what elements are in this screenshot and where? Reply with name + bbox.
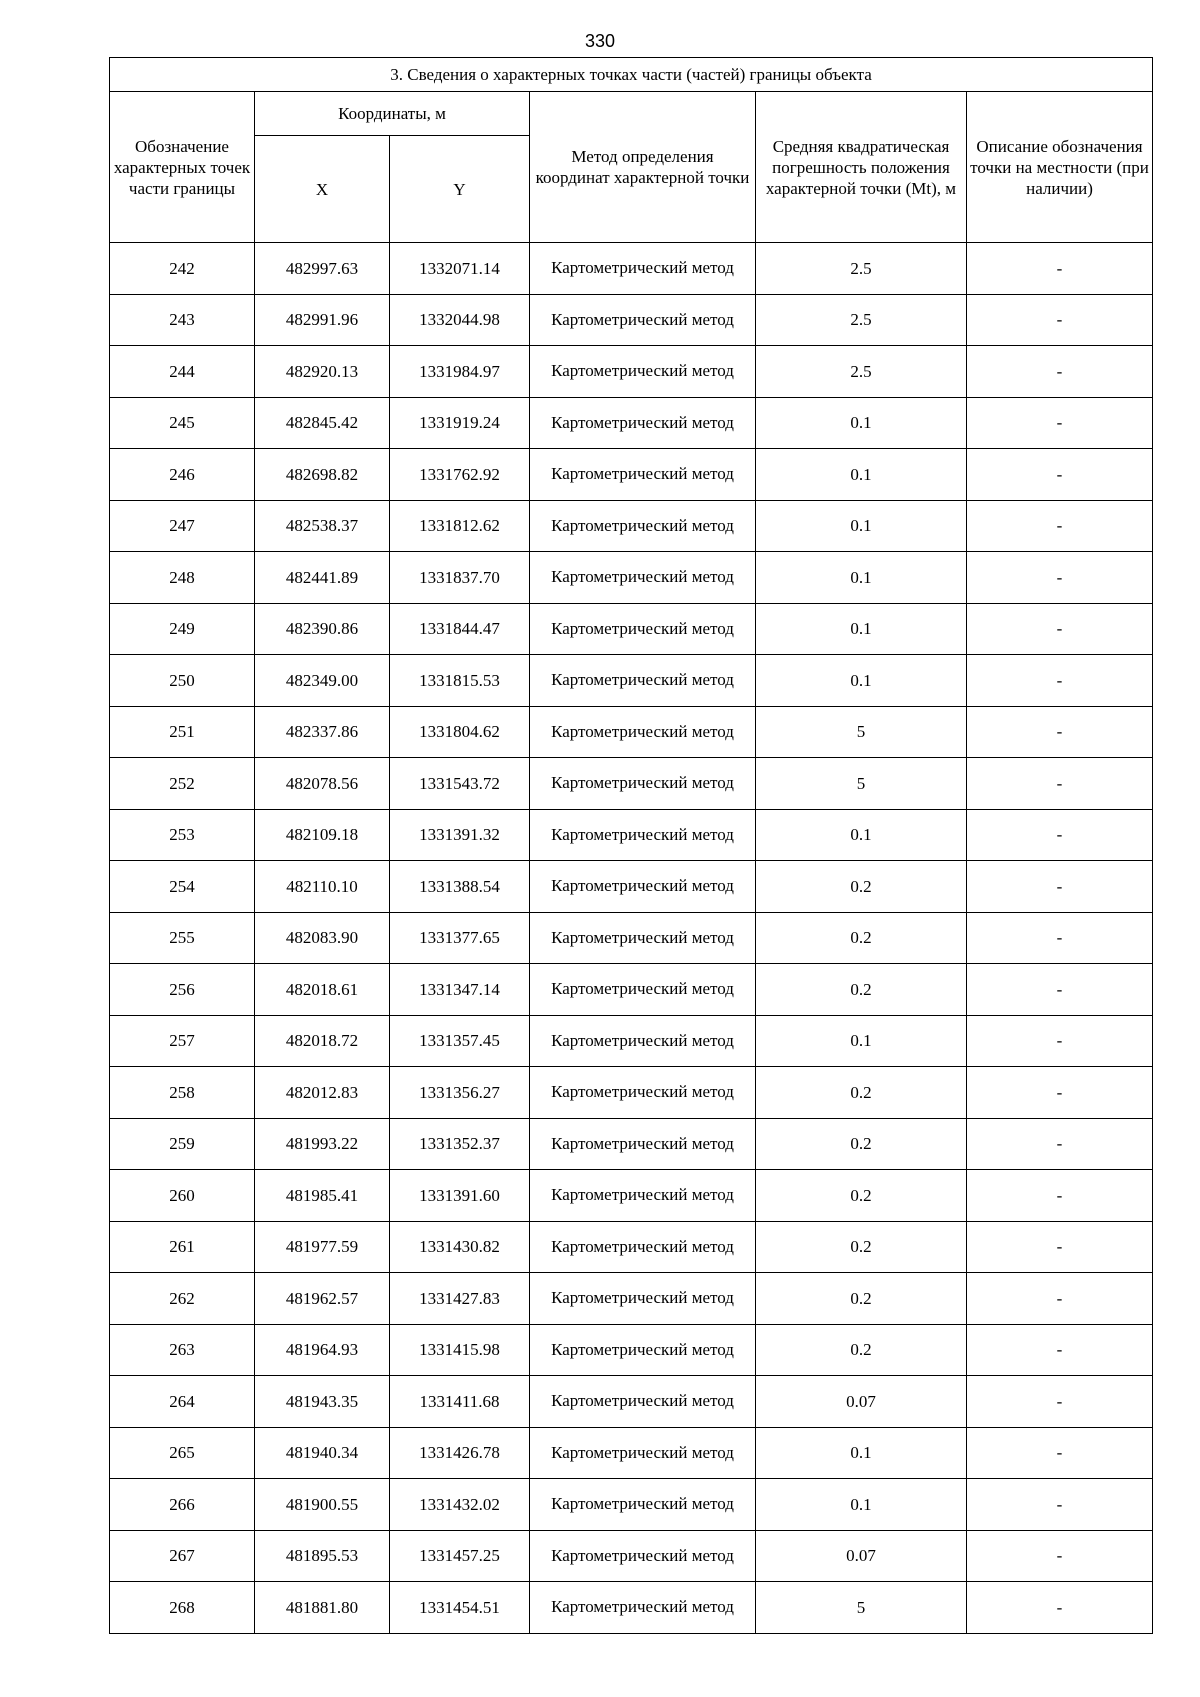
cell-point: 268 (110, 1582, 255, 1634)
cell-point: 255 (110, 912, 255, 964)
cell-description: - (967, 449, 1153, 501)
cell-y: 1331837.70 (390, 552, 530, 604)
table-row (110, 449, 1153, 501)
cell-method: Картометрический метод (530, 706, 756, 758)
cell-y: 1331391.32 (390, 809, 530, 861)
cell-error: 0.2 (756, 1170, 967, 1222)
cell-point: 265 (110, 1427, 255, 1479)
cell-y: 1331388.54 (390, 861, 530, 913)
cell-method: Картометрический метод (530, 809, 756, 861)
header-error: Средняя квадратическая погрешность положения характерной точки (Mt), м (756, 92, 967, 243)
cell-description: - (967, 397, 1153, 449)
cell-method: Картометрический метод (530, 294, 756, 346)
cell-point: 246 (110, 449, 255, 501)
cell-y: 1331347.14 (390, 964, 530, 1016)
table-row (110, 1170, 1153, 1222)
cell-x: 482920.13 (255, 346, 390, 398)
cell-error: 0.2 (756, 912, 967, 964)
table-row (110, 243, 1153, 295)
cell-point: 264 (110, 1376, 255, 1428)
cell-x: 482337.86 (255, 706, 390, 758)
cell-method: Картометрический метод (530, 1427, 756, 1479)
table-row (110, 1067, 1153, 1119)
cell-point: 260 (110, 1170, 255, 1222)
cell-description: - (967, 1273, 1153, 1325)
cell-error: 5 (756, 706, 967, 758)
cell-error: 0.2 (756, 1273, 967, 1325)
cell-y: 1331815.53 (390, 655, 530, 707)
cell-x: 482698.82 (255, 449, 390, 501)
cell-x: 482018.72 (255, 1015, 390, 1067)
table-row (110, 1530, 1153, 1582)
cell-error: 0.1 (756, 500, 967, 552)
table-row (110, 500, 1153, 552)
cell-error: 0.2 (756, 861, 967, 913)
cell-y: 1331391.60 (390, 1170, 530, 1222)
cell-point: 266 (110, 1479, 255, 1531)
cell-point: 249 (110, 603, 255, 655)
cell-description: - (967, 552, 1153, 604)
cell-description: - (967, 243, 1153, 295)
cell-error: 0.2 (756, 1221, 967, 1273)
cell-description: - (967, 346, 1153, 398)
cell-y: 1331804.62 (390, 706, 530, 758)
cell-point: 259 (110, 1118, 255, 1170)
cell-description: - (967, 1376, 1153, 1428)
cell-x: 482538.37 (255, 500, 390, 552)
cell-x: 482109.18 (255, 809, 390, 861)
cell-method: Картометрический метод (530, 964, 756, 1016)
cell-method: Картометрический метод (530, 397, 756, 449)
cell-method: Картометрический метод (530, 1530, 756, 1582)
cell-method: Картометрический метод (530, 758, 756, 810)
cell-x: 481881.80 (255, 1582, 390, 1634)
cell-method: Картометрический метод (530, 1118, 756, 1170)
cell-description: - (967, 655, 1153, 707)
section-title-row (110, 58, 1153, 92)
table-row (110, 1376, 1153, 1428)
table-row (110, 603, 1153, 655)
header-coords: Координаты, м (255, 92, 530, 136)
cell-x: 481895.53 (255, 1530, 390, 1582)
table-row (110, 912, 1153, 964)
page-number: 330 (584, 31, 616, 51)
cell-x: 482390.86 (255, 603, 390, 655)
cell-method: Картометрический метод (530, 1273, 756, 1325)
cell-error: 0.1 (756, 397, 967, 449)
table-row (110, 1221, 1153, 1273)
table-row (110, 1479, 1153, 1531)
header-method: Метод определения координат характерной точки (530, 92, 756, 243)
header-y: Y (390, 136, 530, 243)
cell-y: 1331426.78 (390, 1427, 530, 1479)
cell-method: Картометрический метод (530, 1324, 756, 1376)
cell-error: 0.1 (756, 1427, 967, 1479)
header-x: X (255, 136, 390, 243)
cell-error: 5 (756, 758, 967, 810)
cell-point: 251 (110, 706, 255, 758)
cell-point: 252 (110, 758, 255, 810)
cell-error: 0.2 (756, 1118, 967, 1170)
cell-x: 482110.10 (255, 861, 390, 913)
cell-y: 1331812.62 (390, 500, 530, 552)
table-row (110, 1582, 1153, 1634)
cell-point: 242 (110, 243, 255, 295)
cell-description: - (967, 1427, 1153, 1479)
cell-point: 250 (110, 655, 255, 707)
cell-y: 1332071.14 (390, 243, 530, 295)
cell-x: 482349.00 (255, 655, 390, 707)
cell-method: Картометрический метод (530, 912, 756, 964)
cell-error: 2.5 (756, 346, 967, 398)
table-row (110, 552, 1153, 604)
table-row (110, 1015, 1153, 1067)
cell-y: 1331357.45 (390, 1015, 530, 1067)
table-row (110, 397, 1153, 449)
cell-error: 2.5 (756, 243, 967, 295)
cell-error: 5 (756, 1582, 967, 1634)
cell-description: - (967, 294, 1153, 346)
table-row (110, 294, 1153, 346)
table-row (110, 758, 1153, 810)
cell-y: 1331762.92 (390, 449, 530, 501)
cell-x: 482441.89 (255, 552, 390, 604)
cell-y: 1331543.72 (390, 758, 530, 810)
cell-point: 244 (110, 346, 255, 398)
cell-point: 248 (110, 552, 255, 604)
cell-method: Картометрический метод (530, 243, 756, 295)
table-row (110, 1427, 1153, 1479)
table-row (110, 964, 1153, 1016)
cell-description: - (967, 1067, 1153, 1119)
cell-point: 263 (110, 1324, 255, 1376)
cell-error: 0.1 (756, 552, 967, 604)
cell-method: Картометрический метод (530, 603, 756, 655)
cell-point: 254 (110, 861, 255, 913)
cell-description: - (967, 1170, 1153, 1222)
cell-x: 481962.57 (255, 1273, 390, 1325)
cell-point: 267 (110, 1530, 255, 1582)
cell-description: - (967, 758, 1153, 810)
cell-description: - (967, 964, 1153, 1016)
cell-error: 0.1 (756, 1479, 967, 1531)
cell-method: Картометрический метод (530, 1221, 756, 1273)
cell-method: Картометрический метод (530, 449, 756, 501)
cell-x: 481900.55 (255, 1479, 390, 1531)
cell-description: - (967, 861, 1153, 913)
table-row (110, 655, 1153, 707)
table-row (110, 346, 1153, 398)
cell-error: 2.5 (756, 294, 967, 346)
table-row (110, 1118, 1153, 1170)
cell-method: Картометрический метод (530, 1015, 756, 1067)
cell-y: 1331352.37 (390, 1118, 530, 1170)
cell-error: 0.2 (756, 1067, 967, 1119)
cell-y: 1332044.98 (390, 294, 530, 346)
cell-point: 258 (110, 1067, 255, 1119)
cell-y: 1331411.68 (390, 1376, 530, 1428)
cell-description: - (967, 1118, 1153, 1170)
cell-x: 482012.83 (255, 1067, 390, 1119)
cell-y: 1331430.82 (390, 1221, 530, 1273)
cell-error: 0.1 (756, 1015, 967, 1067)
cell-error: 0.2 (756, 964, 967, 1016)
cell-x: 482997.63 (255, 243, 390, 295)
cell-point: 257 (110, 1015, 255, 1067)
cell-description: - (967, 603, 1153, 655)
cell-description: - (967, 1221, 1153, 1273)
table-header (110, 58, 1153, 243)
cell-y: 1331432.02 (390, 1479, 530, 1531)
cell-method: Картометрический метод (530, 1376, 756, 1428)
cell-description: - (967, 1479, 1153, 1531)
cell-error: 0.1 (756, 603, 967, 655)
table-row (110, 861, 1153, 913)
cell-x: 482078.56 (255, 758, 390, 810)
cell-description: - (967, 1530, 1153, 1582)
section-title: 3. Сведения о характерных точках части (частей) границы объекта (110, 58, 1153, 92)
cell-description: - (967, 1582, 1153, 1634)
cell-y: 1331457.25 (390, 1530, 530, 1582)
cell-error: 0.1 (756, 809, 967, 861)
cell-error: 0.1 (756, 655, 967, 707)
cell-method: Картометрический метод (530, 552, 756, 604)
cell-point: 253 (110, 809, 255, 861)
cell-method: Картометрический метод (530, 346, 756, 398)
cell-point: 261 (110, 1221, 255, 1273)
table-row (110, 1273, 1153, 1325)
cell-description: - (967, 809, 1153, 861)
cell-description: - (967, 912, 1153, 964)
cell-y: 1331984.97 (390, 346, 530, 398)
cell-method: Картометрический метод (530, 1067, 756, 1119)
cell-method: Картометрический метод (530, 655, 756, 707)
header-row (110, 92, 1153, 136)
cell-x: 482018.61 (255, 964, 390, 1016)
table-row (110, 1324, 1153, 1376)
cell-x: 482083.90 (255, 912, 390, 964)
cell-y: 1331415.98 (390, 1324, 530, 1376)
cell-x: 481940.34 (255, 1427, 390, 1479)
cell-x: 481943.35 (255, 1376, 390, 1428)
cell-y: 1331427.83 (390, 1273, 530, 1325)
cell-y: 1331454.51 (390, 1582, 530, 1634)
table-body (110, 243, 1153, 1634)
cell-description: - (967, 706, 1153, 758)
cell-point: 256 (110, 964, 255, 1016)
cell-point: 245 (110, 397, 255, 449)
cell-x: 482845.42 (255, 397, 390, 449)
table-row (110, 809, 1153, 861)
boundary-points-table (109, 57, 1153, 1634)
cell-x: 481977.59 (255, 1221, 390, 1273)
cell-method: Картометрический метод (530, 861, 756, 913)
table-row (110, 706, 1153, 758)
cell-x: 481964.93 (255, 1324, 390, 1376)
header-description: Описание обозначения точки на местности (при наличии) (967, 92, 1153, 243)
cell-y: 1331844.47 (390, 603, 530, 655)
cell-y: 1331919.24 (390, 397, 530, 449)
cell-description: - (967, 1324, 1153, 1376)
cell-error: 0.07 (756, 1376, 967, 1428)
cell-point: 247 (110, 500, 255, 552)
cell-point: 243 (110, 294, 255, 346)
cell-x: 481985.41 (255, 1170, 390, 1222)
cell-error: 0.07 (756, 1530, 967, 1582)
cell-description: - (967, 500, 1153, 552)
cell-method: Картометрический метод (530, 1170, 756, 1222)
cell-y: 1331356.27 (390, 1067, 530, 1119)
cell-error: 0.1 (756, 449, 967, 501)
cell-x: 481993.22 (255, 1118, 390, 1170)
cell-method: Картометрический метод (530, 500, 756, 552)
cell-method: Картометрический метод (530, 1582, 756, 1634)
cell-x: 482991.96 (255, 294, 390, 346)
cell-point: 262 (110, 1273, 255, 1325)
cell-error: 0.2 (756, 1324, 967, 1376)
cell-description: - (967, 1015, 1153, 1067)
header-point: Обозначение характерных точек части границы (110, 92, 255, 243)
cell-method: Картометрический метод (530, 1479, 756, 1531)
cell-y: 1331377.65 (390, 912, 530, 964)
